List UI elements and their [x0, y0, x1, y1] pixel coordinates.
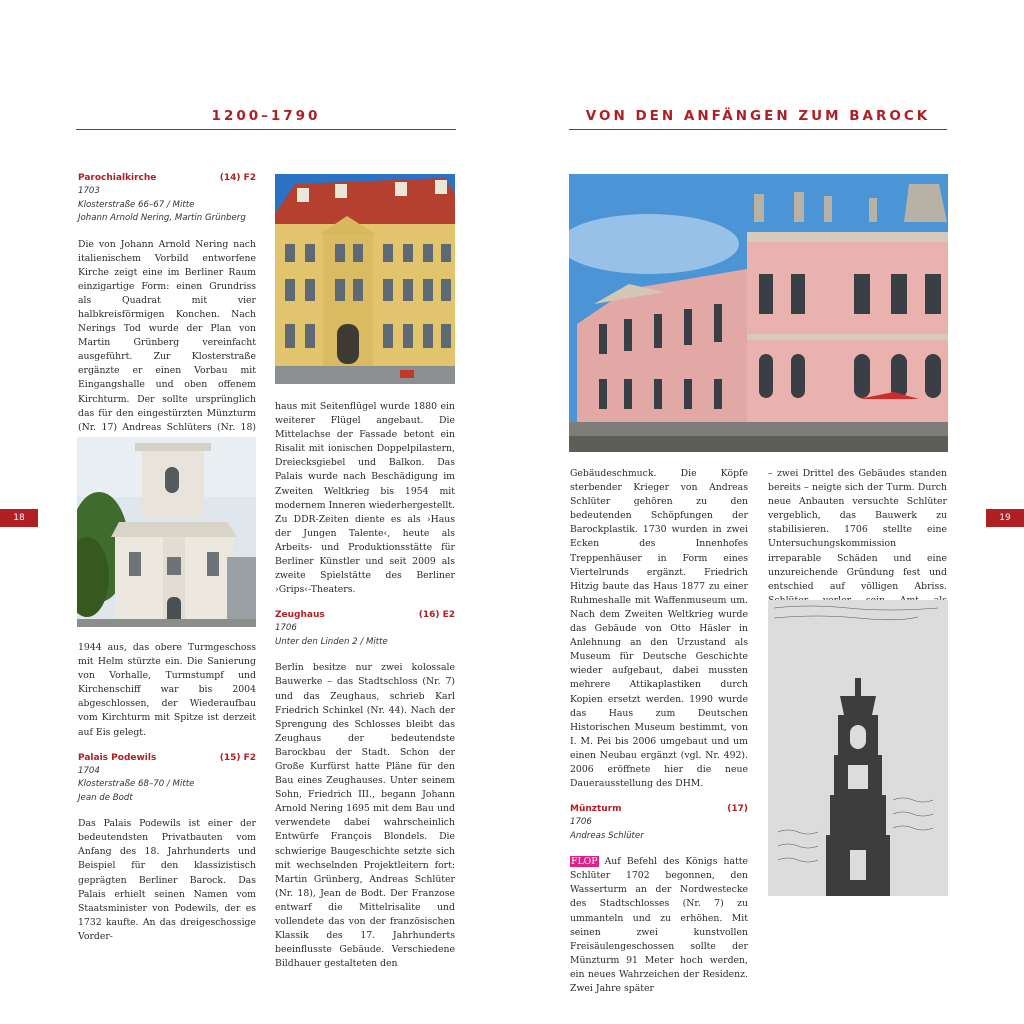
entry-year: 1703 [78, 186, 100, 196]
church-illustration [77, 437, 256, 627]
entry-title: Münzturm [570, 804, 622, 815]
entry-address: Klosterstraße 66–67 / Mitte [78, 199, 195, 210]
drawing-muenzturm [768, 600, 948, 896]
photo-palais-podewils [275, 174, 455, 384]
zeughaus-illustration [569, 174, 948, 452]
tower-drawing-illustration [768, 600, 948, 896]
right-col2 [768, 467, 947, 622]
entry-text: Das Palais Podewils ist einer der bedeutendsten Privatbauten vom Anfang des 18. Jahrhunderts und Beispiel für den klassizistisch geprägten Berliner Barock. Das Palais erhielt seinen Namen vom Staatsminister von Podewils, der es 1732 kaufte. An das dreigeschossige Vorder- [78, 818, 256, 942]
header-rule-right [569, 129, 947, 130]
page-number-right: 19 [986, 509, 1024, 527]
entry-year: 1704 [78, 765, 100, 776]
left-col2 [275, 400, 455, 971]
running-head-right: VON DEN ANFÄNGEN ZUM BAROCK [585, 108, 931, 124]
entry-text-continued: – zwei Drittel des Gebäudes standen bereits – neigte sich der Turm. Durch neue Anbauten versuchte Schlüter vergeblich, das Bauwerk zu stabilisieren. 1706 stellte eine Untersuchungskommission irreparable Schäden und eine unzureichende Gründung fest und entschied auf völligen Abriss. [768, 468, 947, 592]
entry-ref: (17) [727, 804, 748, 815]
entry-title: Palais Podewils [78, 752, 157, 763]
entry-architects: Johann Arnold Nering, Martin Grünberg [78, 213, 246, 223]
entry-heading-palais-podewils [78, 752, 256, 765]
entry-text: Die von Johann Arnold Nering nach italienischem Vorbild entworfene Kirche zeigt eine im Berliner Raum einzigartige Form: einen Grundriss als Quadrat mit vier halbkreisförmigen Konchen. Nach Nerings Tod wurde der Plan von Martin Grünberg vereinfacht ausgeführt. Zur Klosterstraße ergänzte er einen Vorbau mit Eingangshalle und oben offenem Kirchturm. Der sollte ursprünglich das für den eingestürzten Münzturm (Nr. 17) Andreas Schlüters (Nr. 18) [78, 238, 256, 433]
photo-parochialkirche [77, 437, 256, 627]
entry-heading-muenzturm [570, 803, 748, 816]
entry-year: 1706 [275, 623, 297, 634]
palais-illustration [275, 174, 455, 384]
photo-zeughaus [569, 174, 948, 452]
right-col1 [570, 467, 748, 996]
entry-title: Parochialkirche [78, 173, 157, 183]
entry-title: Zeughaus [275, 610, 325, 621]
entry-year: 1706 [570, 817, 592, 828]
entry-text-continued: Gebäudeschmuck. Die Köpfe sterbender Krieger von Andreas Schlüter gehören zu den bedeutenden Schöpfungen der Barockplastik. 1730 wurden in zwei Ecken des Innenhofes Treppenhäuser in Form eines Viertelrunds ergänzt. Friedrich Hitzig baute das Haus 1877 zu einer Ruhmeshalle mit Waffenmuseum um. Nach dem Zweiten Weltkrieg wurde das Gebäude von Otto Häsler in Anlehnung an den Urzustand als Museum für Deutsche Geschichte wieder aufgebaut, dabei mussten mehrere Attikaplastiken durch Kopien ersetzt werden. 1990 wurde das Haus zum Deutschen Historischen Museum bestimmt, von I. M. Pei bis 2006 umgebaut und um einen Neubau ergänzt (vgl. Nr. 492). 2006 eröffnete hier die neue Dauerausstellung des DHM. [570, 468, 748, 790]
entry-ref: (14) F2 [219, 173, 256, 183]
entry-heading-zeughaus [275, 609, 455, 622]
entry-architects: Andreas Schlüter [570, 830, 644, 841]
entry-text-continued: haus mit Seitenflügel wurde 1880 ein weiterer Flügel angebaut. Die Mittelachse der Fassade betont ein Risalit mit ionischen Doppelpilastern, Dreiecksgiebel und Balkon. Das Palais wurde nach Beschädigung im Zweiten Weltkrieg bis 1954 mit modernem Inneren wiederhergestellt. Zu DDR-Zeiten diente es als ›Haus der Jungen Talente‹, heute als Arbeits- und Produktionsstätte für Berliner Künstler und seit 2009 als zweite Spielstätte des Berliner ›Grips‹-Theaters. [275, 401, 455, 596]
entry-heading-parochialkirche [78, 172, 256, 185]
page-number-left: 18 [0, 509, 38, 527]
entry-ref: (15) F2 [219, 752, 256, 763]
flop-badge: FLOP [571, 856, 598, 868]
entry-text-continued: 1944 aus, das obere Turmgeschoss mit Helm stürzte ein. Die Sanierung von Vorhalle, Turmstumpf und Kirchenschiff war bis 2004 abgeschlossen, der Wiederaufbau vom Kirchturm mit Spitze ist derzeit auf Eis gelegt. [78, 642, 256, 738]
entry-address: Klosterstraße 68–70 / Mitte [78, 779, 195, 790]
left-col1-top [78, 172, 256, 477]
running-head-left: 1200–1790 [211, 108, 321, 124]
entry-text [570, 855, 748, 996]
entry-architects: Jean de Bodt [78, 792, 133, 803]
entry-ref: (16) E2 [418, 610, 455, 621]
header-rule-left [76, 129, 456, 130]
entry-text: Berlin besitze nur zwei kolossale Bauwerke – das Stadtschloss (Nr. 7) und das Zeughaus, schrieb Karl Friedrich Schinkel (Nr. 44). Nach der Sprengung des Schlosses bleibt das Zeughaus der bedeutendste Barockbau der Stadt. Schon der Große Kurfürst hatte Pläne für den Bau eines Zeughauses. Unter seinem Sohn, Friedrich III., begann Johann Arnold Nering 1695 mit dem Bau und verwendete dabei wahrscheinlich Entwürfe François Blondels. Die schwierige Baugeschichte setzte sich mit wechselnden Projektleitern fort: Martin Grünberg, Andreas Schlüter (Nr. 18), Jean de Bodt. Der Franzose entwarf die Mittelrisalite und vollendete das von der französischen Klassik des 17. Jahrhunderts beeinflusste Gebäude. Verschiedene Bildhauer gestalteten den [275, 662, 455, 970]
left-col1-bottom [78, 641, 256, 944]
entry-text-body: Auf Befehl des Königs hatte Schlüter 1702 begonnen, den Wasserturm an der Nordwestecke des Stadtschlosses (Nr. 7) zu ummanteln und zu erhöhen. Mit seinen zwei kunstvollen Freisäulengeschossen sollte der Münzturm 91 Meter hoch werden, ein neues Wahrzeichen der Residenz. Zwei Jahre später [570, 856, 748, 994]
entry-address: Unter den Linden 2 / Mitte [275, 636, 388, 647]
